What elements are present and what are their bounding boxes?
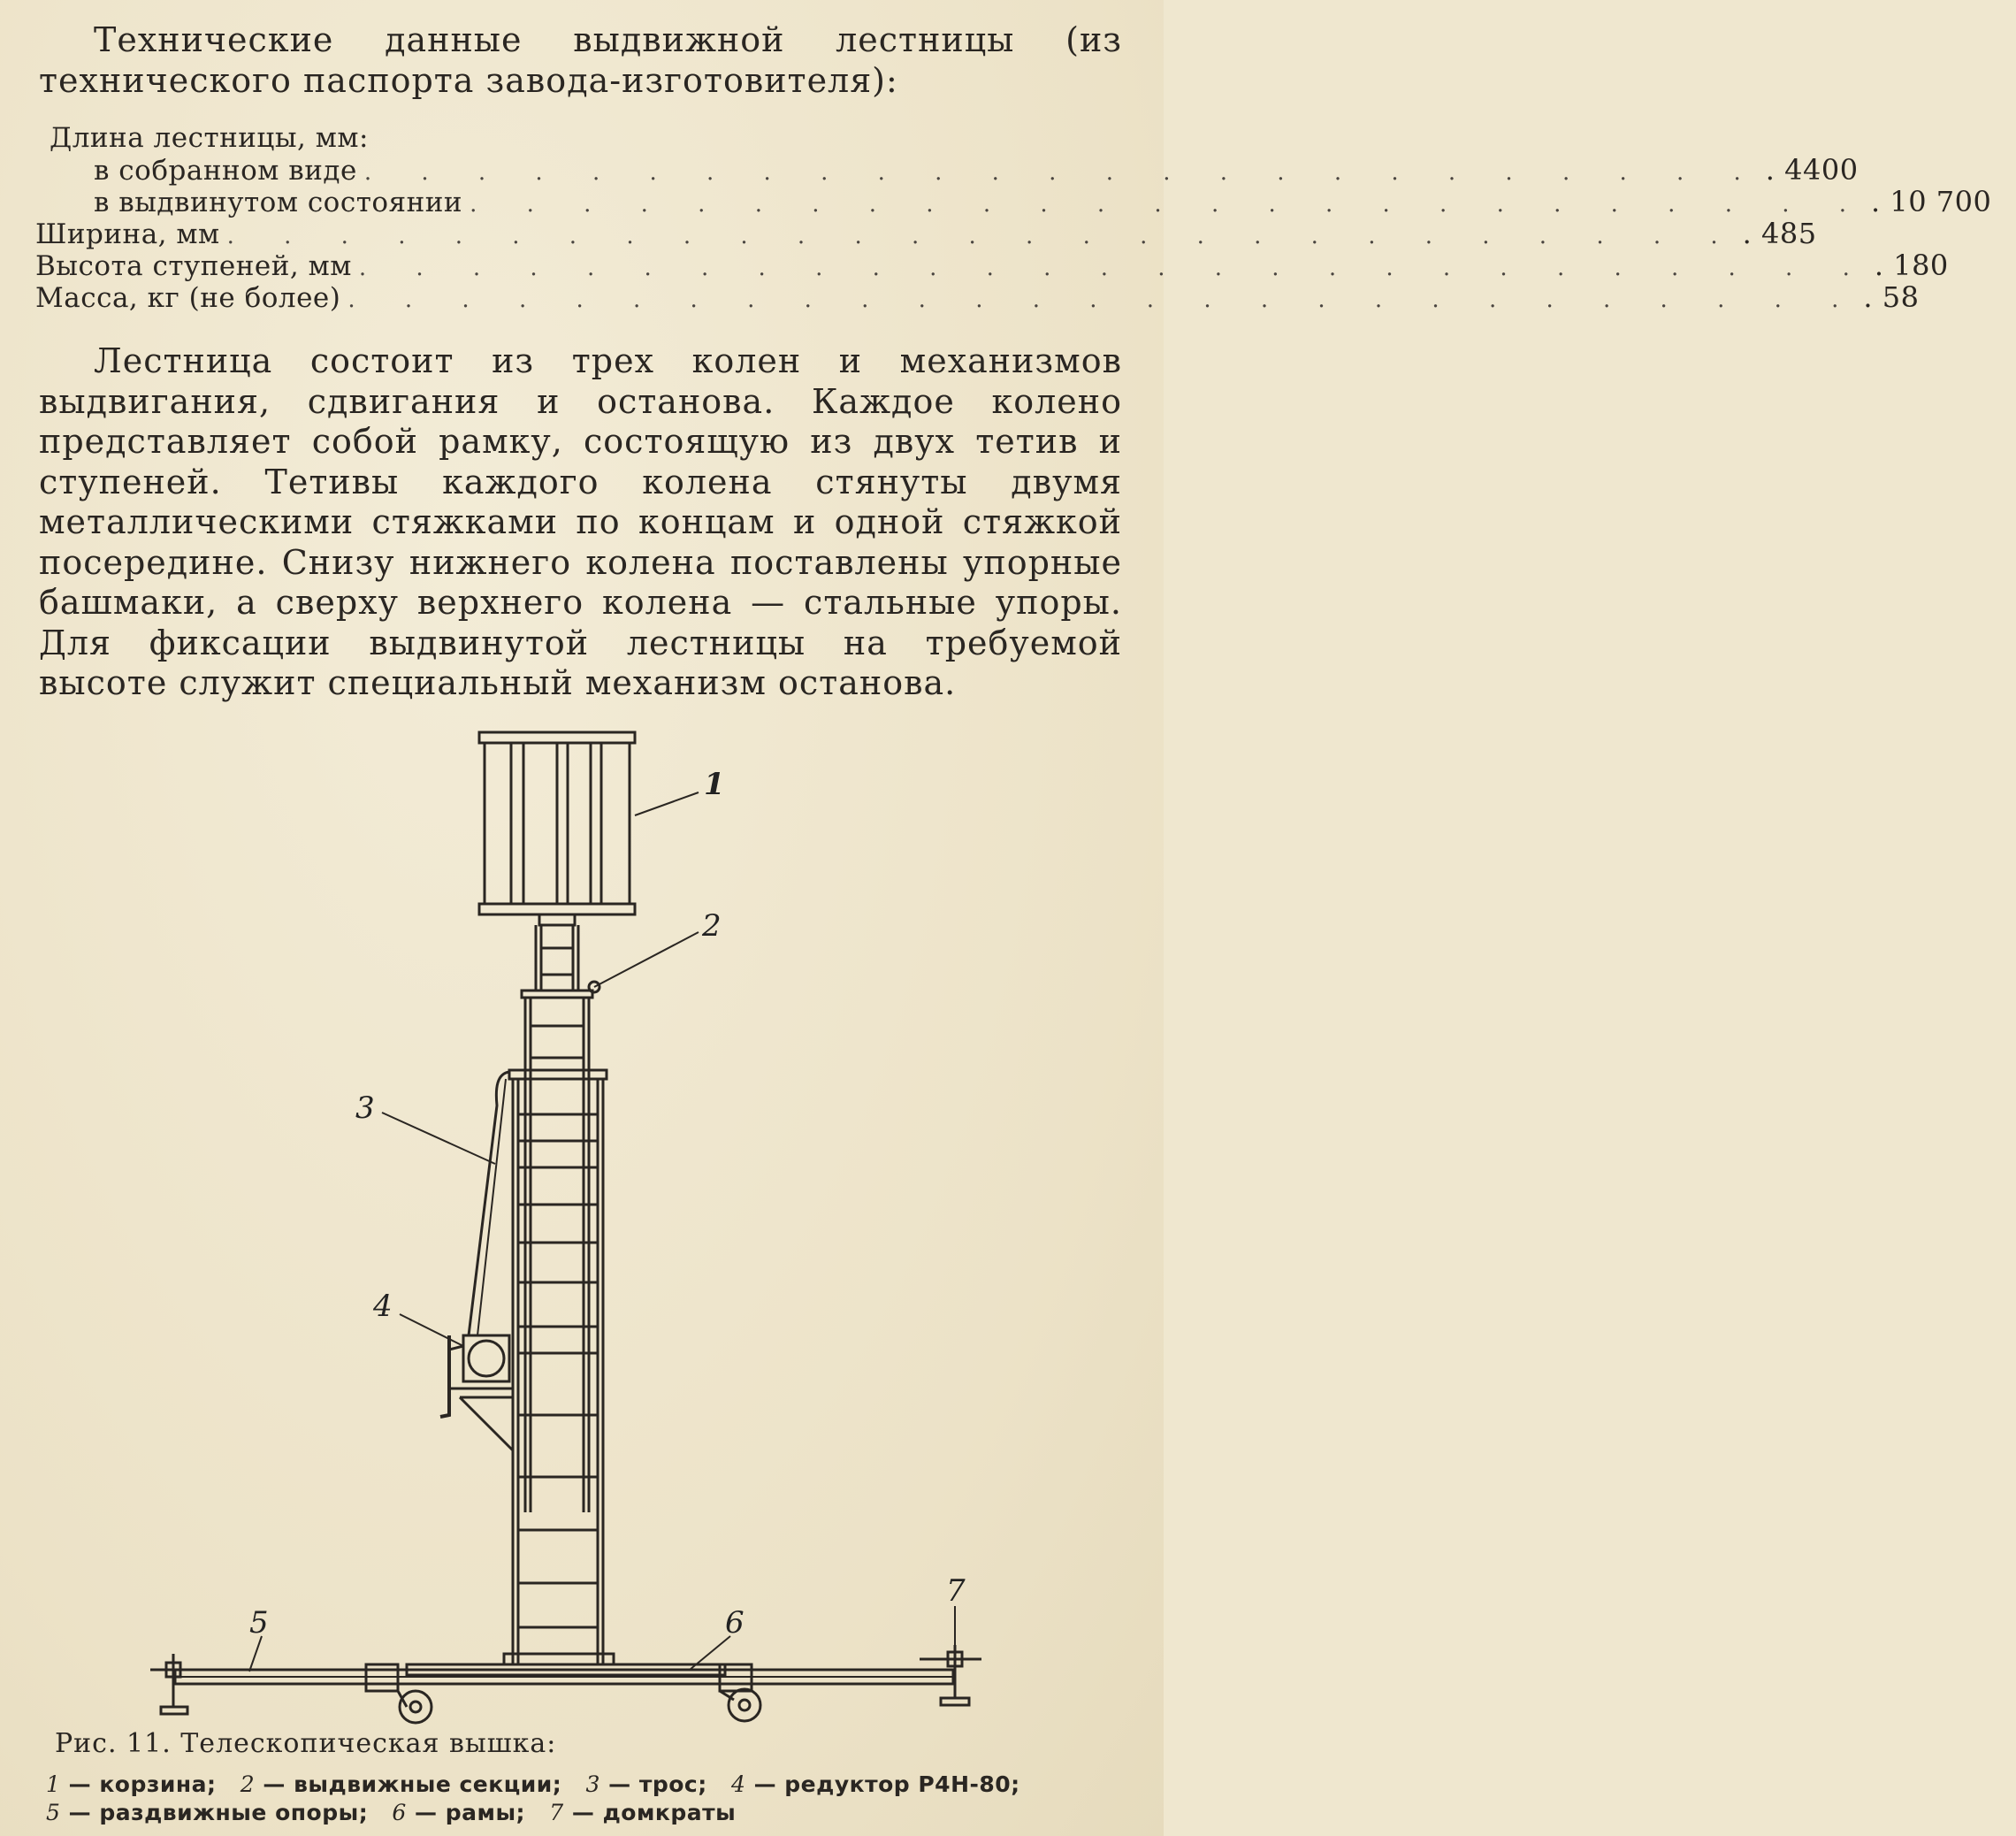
spec-row (35, 280, 1920, 314)
legend-item: 6 — рамы; (392, 1800, 526, 1825)
legend-item: 4 — редуктор Р4Н-80; (730, 1771, 1020, 1797)
upper-section-drawing (536, 925, 578, 991)
spec-value: . 4400 (1765, 153, 1859, 187)
base-frame-drawing (173, 1664, 955, 1691)
specs-table (35, 122, 1992, 314)
telescopic-tower-drawing (168, 716, 1017, 1716)
cable-drawing (469, 1072, 509, 1335)
reducer-drawing (440, 1335, 513, 1450)
label-1: 1 (704, 767, 725, 802)
spec-label: Высота ступеней, мм (35, 250, 352, 282)
label-6: 6 (725, 1605, 745, 1641)
spec-label: в выдвинутом состоянии (94, 187, 463, 218)
figure-legend (46, 1771, 1141, 1827)
legend-item: 1 — корзина; (46, 1771, 217, 1797)
dot-leader: . . . . . . . . . . . . . . . . . . . . . . . . . . . (226, 223, 1739, 249)
legend-item: 3 — трос; (585, 1771, 707, 1797)
legend-item: 5 — раздвижные опоры; (46, 1800, 369, 1825)
spec-row (35, 185, 1992, 218)
intro-paragraph: Технические данные выдвижной лестницы (из технического паспорта завода-изготовителя): (39, 20, 1122, 100)
label-7: 7 (946, 1573, 966, 1609)
spec-row (35, 217, 1817, 250)
figure-caption: Рис. 11. Телескопическая вышка: (55, 1728, 557, 1759)
spec-value: . 485 (1742, 217, 1817, 250)
wheels-drawing (398, 1689, 760, 1723)
label-3: 3 (355, 1090, 375, 1126)
dot-leader: . . . . . . . . . . . . . . . . . . . . . . . . . (363, 159, 1762, 186)
basket-drawing (479, 732, 635, 925)
body-paragraph: Лестница состоит из трех колен и механизмов выдвигания, сдвигания и останова. Каждое колено представляет собой рамку, состоящую из двух тетив и ступеней. Тетивы каждого колена стянуты двумя металлическими стяжками по концам и одной стяжкой посередине. Снизу нижнего колена поставлены упорные башмаки, а сверху верхнего колена — стальные упоры. Для фиксации выдвинутой лестницы на требуемой высоте служит специальный механизм останова. (39, 341, 1122, 702)
spec-value: . 58 (1863, 280, 1920, 314)
spec-heading: Длина лестницы, мм: (50, 122, 369, 154)
spec-label: в собранном виде (94, 155, 357, 187)
spec-row (35, 249, 1949, 282)
spec-value: . 180 (1874, 249, 1949, 282)
legend-item: 7 — домкраты (549, 1800, 737, 1825)
figure-telescopic-tower (168, 716, 1017, 1716)
label-4: 4 (373, 1289, 393, 1324)
label-5: 5 (249, 1605, 269, 1641)
spec-row (35, 153, 1859, 187)
legend-item: 2 — выдвижные секции; (240, 1771, 562, 1797)
spec-label: Ширина, мм (35, 218, 220, 250)
label-2: 2 (702, 908, 722, 944)
dot-leader: . . . . . . . . . . . . . . . . . . . . . . . . . . . (358, 255, 1871, 281)
dot-leader: . . . . . . . . . . . . . . . . . . . . . . . . . (470, 191, 1868, 218)
dot-leader: . . . . . . . . . . . . . . . . . . . . . . . . . . . (347, 287, 1860, 313)
spec-heading-row (35, 122, 1132, 154)
lower-section-drawing (504, 1070, 614, 1664)
middle-section-drawing (522, 982, 599, 1512)
spec-label: Масса, кг (не более) (35, 282, 341, 314)
right-jack-drawing (920, 1645, 981, 1705)
spec-value: . 10 700 (1871, 185, 1992, 218)
